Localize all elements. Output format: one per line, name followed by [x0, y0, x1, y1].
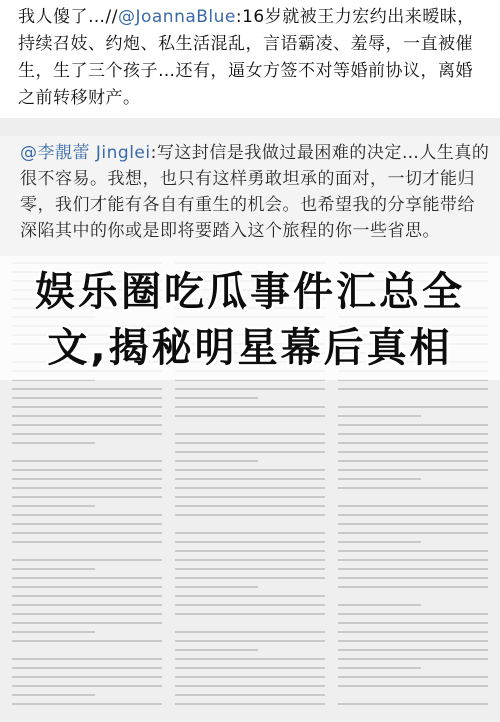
scan-text-line — [12, 586, 162, 588]
scan-text-line — [175, 559, 325, 561]
scan-text-line — [175, 415, 325, 417]
scan-text-line — [175, 532, 325, 534]
scan-text-line — [12, 415, 162, 417]
scan-text-line — [175, 667, 325, 669]
scan-text-line — [338, 640, 488, 642]
scan-text-line — [12, 604, 162, 606]
scan-text-line — [175, 577, 325, 579]
scan-text-line — [175, 442, 325, 444]
scan-text-line — [12, 559, 162, 561]
divider — [0, 118, 500, 136]
scan-text-line — [338, 595, 488, 597]
scan-text-line — [338, 496, 488, 498]
scan-text-line — [175, 505, 325, 507]
scan-text-line — [12, 550, 162, 552]
scan-text-line — [12, 523, 162, 525]
scan-text-line — [175, 622, 325, 624]
scan-text-line — [175, 703, 325, 705]
scan-text-line — [338, 622, 488, 624]
scan-text-line — [12, 631, 95, 633]
scan-text-line — [175, 514, 325, 516]
scan-text-line — [12, 595, 162, 597]
scan-text-line — [338, 649, 488, 651]
mention-jinglei[interactable]: @李靚蕾 Jinglei — [20, 143, 151, 163]
scan-text-line — [12, 613, 162, 615]
scan-text-line — [12, 703, 162, 705]
scan-text-line — [12, 451, 162, 453]
scan-text-line — [12, 424, 162, 426]
scan-text-line — [338, 532, 488, 534]
scan-text-line — [175, 388, 325, 390]
scan-text-line — [338, 586, 488, 588]
headline-line-2: 文,揭秘明星幕后真相 — [47, 325, 453, 371]
scan-text-line — [338, 514, 488, 516]
scan-text-line — [12, 478, 162, 480]
scan-text-line — [338, 388, 488, 390]
scan-text-line — [338, 685, 488, 687]
scan-text-line — [338, 550, 488, 552]
scan-text-line — [175, 676, 325, 678]
headline-line-1: 娱乐圈吃瓜事件汇总全 — [35, 269, 465, 315]
scan-text-line — [338, 604, 421, 606]
post-card-1 — [0, 0, 500, 118]
scan-text-line — [175, 631, 325, 633]
scan-text-line — [175, 478, 325, 480]
scan-text-line — [338, 505, 488, 507]
scan-text-line — [175, 406, 325, 408]
scan-text-line — [338, 694, 488, 696]
scan-text-line — [175, 649, 258, 651]
scan-text-line — [338, 424, 488, 426]
scan-text-line — [175, 460, 258, 462]
scan-text-line — [175, 640, 325, 642]
scan-text-line — [12, 676, 162, 678]
scan-text-line — [175, 586, 258, 588]
scan-text-line — [12, 532, 162, 534]
scan-text-line — [338, 478, 421, 480]
scan-text-line — [338, 460, 488, 462]
scan-text-line — [175, 541, 325, 543]
scan-text-line — [12, 388, 162, 390]
scan-text-line — [12, 667, 162, 669]
scan-text-line — [175, 694, 325, 696]
scan-text-line — [338, 676, 488, 678]
scan-text-line — [338, 433, 488, 435]
scan-text-line — [338, 667, 421, 669]
scan-text-line — [338, 568, 488, 570]
scan-text-line — [338, 451, 488, 453]
post-2-body: :写这封信是我做过最困难的决定…人生真的很不容易。我想，也只有这样勇敢坦承的面对，一切才能归零，我们才能有各自有重生的机会。也希望我的分享能带给深陷其中的你或是即将要踏入这个旅程的你一些省思。 — [20, 143, 490, 241]
scan-text-line — [338, 559, 488, 561]
scan-text-line — [12, 622, 162, 624]
post-1-prefix: 我人傻了…// — [18, 7, 118, 27]
scan-text-line — [12, 460, 162, 462]
scan-text-line — [338, 469, 488, 471]
scan-text-line — [175, 487, 325, 489]
scan-text-line — [175, 469, 325, 471]
scan-text-line — [175, 550, 325, 552]
scan-text-line — [12, 694, 95, 696]
scan-text-line — [12, 649, 162, 651]
scan-text-line — [338, 577, 488, 579]
scan-text-line — [12, 577, 162, 579]
scan-text-line — [338, 703, 488, 705]
scan-text-line — [175, 451, 325, 453]
scan-text-line — [338, 415, 421, 417]
scan-text-line — [175, 496, 325, 498]
scan-text-line — [175, 424, 325, 426]
scan-text-line — [175, 595, 325, 597]
scan-text-line — [12, 487, 162, 489]
post-1-body: :16岁就被王力宏约出来暧昧，持续召妓、约炮、私生活混乱，言语霸凌、羞辱，一直被催生，生了三个孩子…还有，逼女方签不对等婚前协议，离婚之前转移财产。 — [18, 7, 475, 108]
scan-text-line — [12, 541, 162, 543]
scan-text-line — [175, 604, 325, 606]
scan-text-line — [338, 541, 421, 543]
scan-text-line — [12, 469, 162, 471]
scan-text-line — [338, 658, 488, 660]
post-2-text — [20, 140, 490, 244]
scan-text-line — [338, 406, 488, 408]
scan-text-line — [175, 397, 258, 399]
scan-text-line — [338, 613, 488, 615]
scan-text-line — [175, 568, 325, 570]
scan-text-line — [175, 433, 325, 435]
scan-text-line — [12, 406, 162, 408]
scan-text-line — [12, 640, 162, 642]
scan-text-line — [338, 442, 488, 444]
scan-text-line — [12, 514, 162, 516]
scan-text-line — [175, 613, 325, 615]
scan-text-line — [338, 397, 488, 399]
scan-text-line — [338, 523, 488, 525]
scan-text-line — [12, 433, 162, 435]
scan-text-line — [175, 658, 325, 660]
post-card-2 — [0, 136, 500, 256]
scan-text-line — [338, 631, 488, 633]
post-1-text — [18, 4, 488, 112]
scan-text-line — [12, 685, 162, 687]
scan-text-line — [12, 496, 162, 498]
scan-text-line — [12, 442, 95, 444]
scan-text-line — [338, 487, 488, 489]
scan-text-line — [12, 397, 162, 399]
scan-text-line — [12, 568, 95, 570]
scan-text-line — [12, 505, 95, 507]
scan-text-line — [175, 523, 325, 525]
mention-joannablue[interactable]: @JoannaBlue — [117, 7, 236, 27]
scan-text-line — [175, 685, 325, 687]
scan-text-line — [12, 658, 162, 660]
